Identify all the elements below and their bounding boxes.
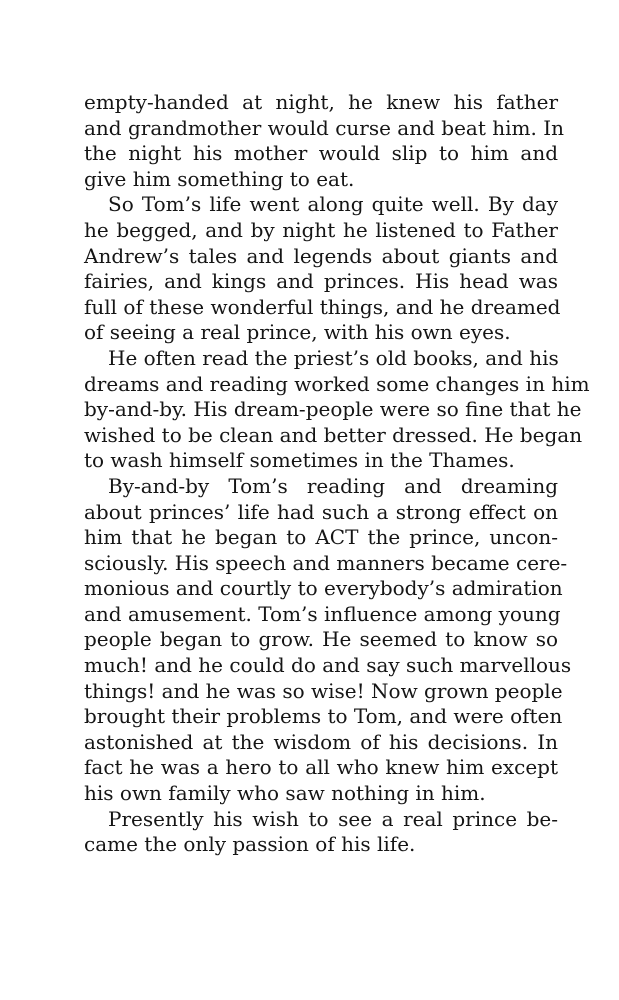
paragraph: [84, 345, 590, 474]
text-line: and grandmother would curse and beat him. In: [84, 115, 564, 140]
text-line: full of these wonderful things, and he dreamed: [84, 294, 561, 319]
text-line: monious and courtly to everybody’s admiration: [84, 576, 563, 601]
text-line: his own family who saw nothing in him.: [84, 781, 486, 806]
text-line: he begged, and by night he listened to Father: [84, 217, 558, 242]
text-line: wished to be clean and better dressed. He began: [84, 422, 583, 447]
paragraph: [84, 192, 561, 346]
text-line: things! and he was so wise! Now grown people: [84, 678, 563, 703]
book-page: [84, 90, 590, 858]
text-line: the night his mother would slip to him and: [84, 141, 558, 166]
text-line: dreams and reading worked some changes in him: [84, 371, 590, 396]
text-line: So Tom’s life went along quite well. By day: [108, 192, 558, 217]
paragraph: [84, 90, 564, 192]
text-line: Presently his wish to see a real prince be-: [108, 806, 558, 831]
text-line: him that he began to ACT the prince, uncon-: [84, 525, 558, 550]
text-line: by-and-by. His dream-people were so fine that he: [84, 397, 582, 422]
text-line: fairies, and kings and princes. His head was: [84, 269, 558, 294]
text-line: to wash himself sometimes in the Thames.: [84, 448, 515, 473]
text-line: came the only passion of his life.: [84, 832, 416, 857]
text-line: By-and-by Tom’s reading and dreaming: [108, 473, 558, 498]
text-line: of seeing a real prince, with his own eyes.: [84, 320, 511, 345]
text-line: He often read the priest’s old books, and his: [108, 345, 559, 370]
text-line: about princes’ life had such a strong effect on: [84, 499, 558, 524]
paragraph: [84, 473, 572, 807]
text-line: fact he was a hero to all who knew him except: [84, 755, 558, 780]
text-line: astonished at the wisdom of his decisions. In: [84, 729, 558, 754]
text-line: empty-handed at night, he knew his father: [84, 90, 558, 114]
text-line: brought their problems to Tom, and were often: [84, 704, 563, 729]
text-line: people began to grow. He seemed to know so: [84, 627, 558, 652]
text-line: give him something to eat.: [84, 166, 355, 191]
text-line: much! and he could do and say such marvellous: [84, 653, 572, 678]
text-line: sciously. His speech and manners became cere-: [84, 550, 568, 575]
text-line: and amusement. Tom’s influence among young: [84, 601, 561, 626]
text-line: Andrew’s tales and legends about giants and: [84, 243, 558, 268]
paragraph: [84, 807, 558, 858]
